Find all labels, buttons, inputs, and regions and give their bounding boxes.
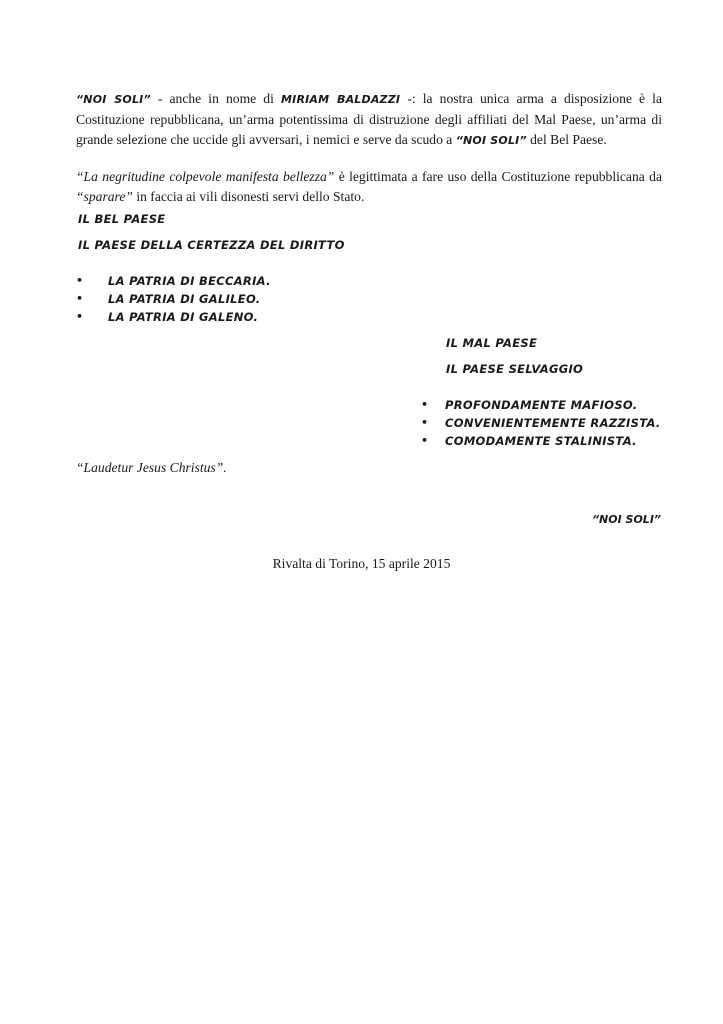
paragraph-text: in faccia ai vili disonesti servi dello Stato.: [132, 189, 365, 204]
paragraph-text: - anche in nome di: [150, 91, 281, 106]
list-item-label: CONVENIENTEMENTE RAZZISTA.: [445, 416, 661, 430]
list-item-label: LA PATRIA DI BECCARIA.: [108, 274, 271, 288]
bel-paese-list: [76, 272, 271, 326]
bullet-icon: •: [76, 292, 84, 305]
paragraph-negritudine: [76, 167, 662, 207]
list-item-label: LA PATRIA DI GALILEO.: [108, 292, 261, 306]
list-item: [421, 396, 661, 414]
bullet-icon: •: [421, 398, 429, 411]
list-item: [421, 432, 661, 450]
mal-paese-heading: IL MAL PAESE: [446, 336, 538, 350]
bel-paese-heading: IL BEL PAESE: [78, 212, 166, 226]
paese-selvaggio-heading: IL PAESE SELVAGGIO: [446, 362, 584, 376]
noi-soli-label: “NOI SOLI”: [455, 134, 527, 147]
list-item-label: COMODAMENTE STALINISTA.: [445, 434, 637, 448]
paragraph-text: del Bel Paese.: [526, 132, 607, 147]
list-item: [76, 290, 271, 308]
certezza-diritto-heading: IL PAESE DELLA CERTEZZA DEL DIRITTO: [78, 238, 345, 252]
paragraph-arma: [76, 89, 662, 151]
bullet-icon: •: [421, 434, 429, 447]
list-item-label: PROFONDAMENTE MAFIOSO.: [445, 398, 638, 412]
closing-quote: “Laudetur Jesus Christus”.: [76, 460, 227, 475]
signature: “NOI SOLI”: [591, 513, 661, 526]
person-name: MIRIAM BALDAZZI: [281, 93, 401, 106]
mal-paese-list: [421, 396, 661, 450]
paragraph-text: è legittimata a fare uso della Costituzione repubblicana da: [334, 169, 662, 184]
list-item: [421, 414, 661, 432]
bullet-icon: •: [76, 274, 84, 287]
list-item: [76, 308, 271, 326]
place-date: Rivalta di Torino, 15 aprile 2015: [272, 556, 451, 571]
list-item-label: LA PATRIA DI GALENO.: [108, 310, 259, 324]
list-item: [76, 272, 271, 290]
noi-soli-label: “NOI SOLI”: [76, 93, 151, 106]
bullet-icon: •: [421, 416, 429, 429]
bullet-icon: •: [76, 310, 84, 323]
sparare-word: “sparare”: [76, 189, 133, 204]
negritudine-quote: “La negritudine colpevole manifesta bellezza”: [76, 169, 335, 184]
paragraph-text: -: la nostra unica arma a disposizione è la Costituzione repubblicana, un’arma potentissima di distruzione degli affiliati del Mal Paese, un’arma di grande selezione che uccide gli avversari, i nemici e serve da scudo a: [76, 91, 662, 147]
